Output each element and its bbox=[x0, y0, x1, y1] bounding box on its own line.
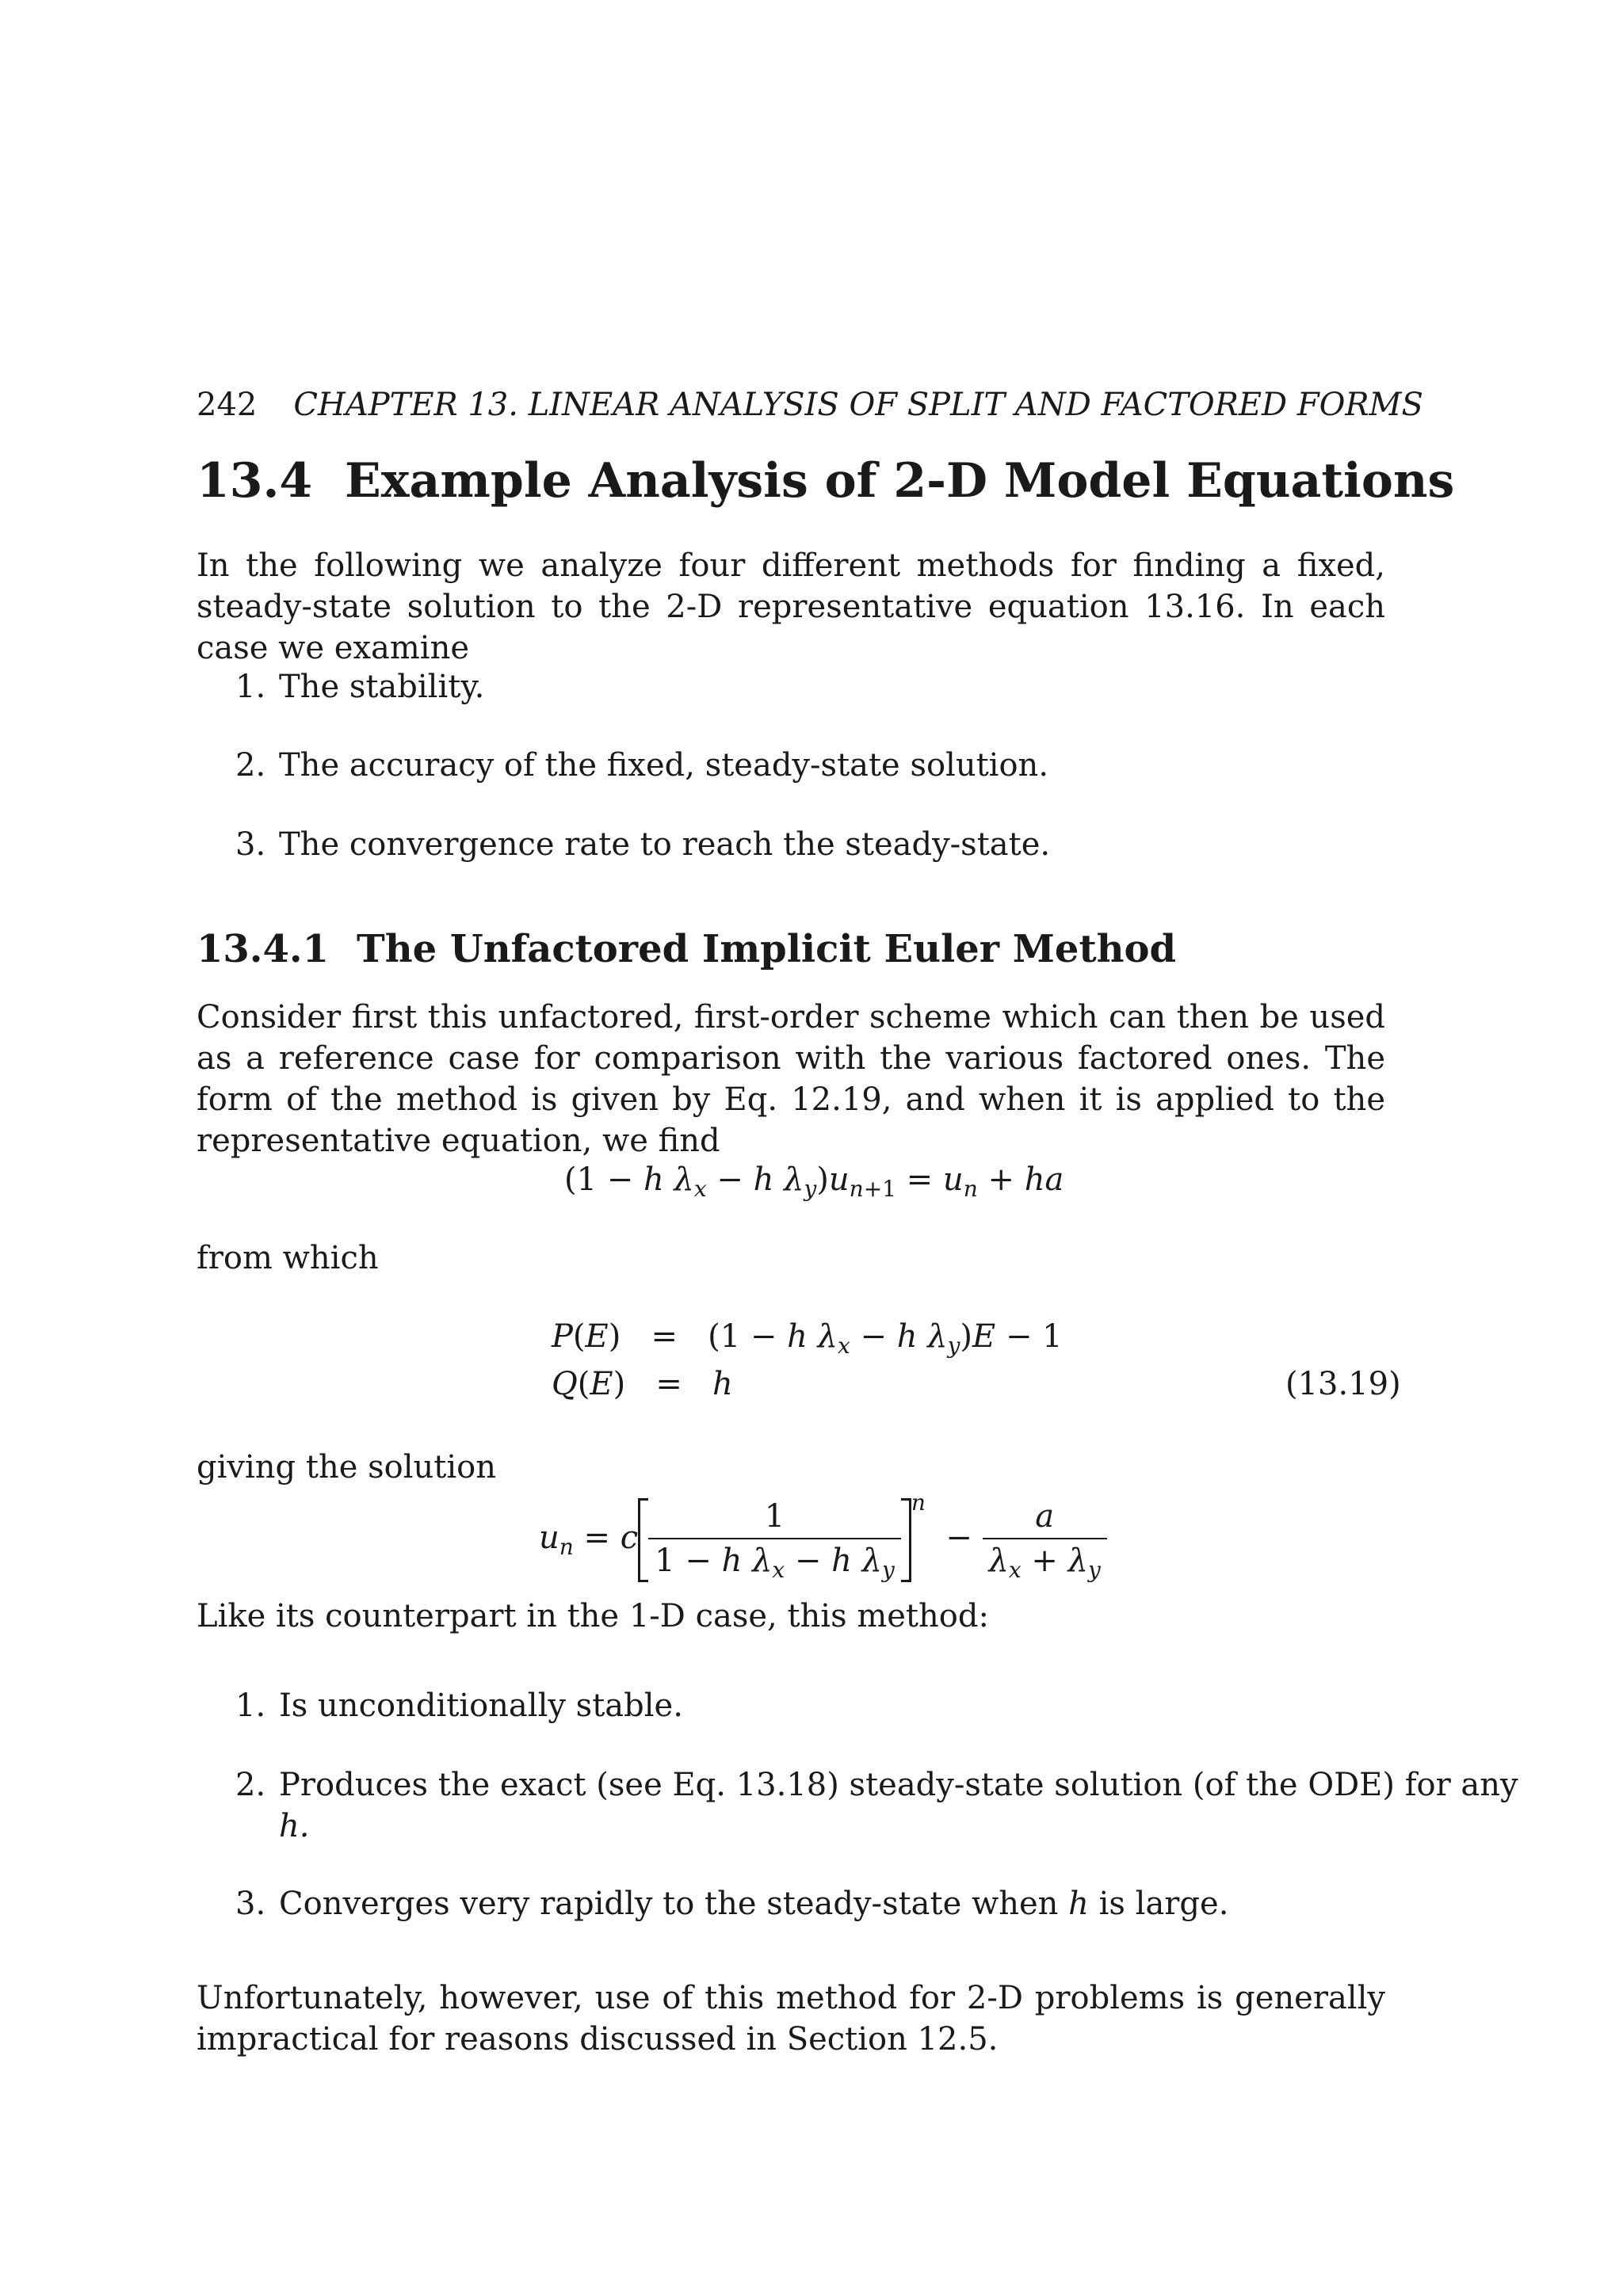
subsection-heading bbox=[197, 927, 1176, 971]
list-item: 3. The convergence rate to reach the steady-state. bbox=[235, 826, 1051, 863]
list-item-continuation: h. bbox=[279, 1808, 310, 1844]
equation-solution: $u_n = c$ $\frac{1}{1 - h \lambda_x - h \lambda_y}$ $^n$ − $\frac{a}{\lambda_x + \lambda_y}$ bbox=[539, 1489, 1107, 1583]
list-item: 1. Is unconditionally stable. bbox=[235, 1688, 683, 1724]
list-item: 2. Produces the exact (see Eq. 13.18) steady-state solution (of the ODE) for any bbox=[235, 1767, 1518, 1803]
list-item: 2. The accuracy of the fixed, steady-state solution. bbox=[235, 747, 1049, 784]
body-paragraph: Consider first this unfactored, first-order scheme which can then be used as a reference case for comparison with the various factored ones. The form of the method is given by Eq. 12.19, and when it is applied to the representative equation, we find bbox=[197, 999, 1385, 1159]
running-header bbox=[197, 387, 1423, 423]
chapter-title: CHAPTER 13. LINEAR ANALYSIS OF SPLIT AND FACTORED FORMS bbox=[293, 387, 1423, 423]
equation-P-of-E: P(E) = (1 − h $\lambda_x - h$ $\lambda_y)E - 1$ bbox=[552, 1318, 1063, 1359]
like-counterpart-text: Like its counterpart in the 1-D case, this method: bbox=[197, 1598, 989, 1634]
list-item: 3. Converges very rapidly to the steady-state when h is large. bbox=[235, 1886, 1229, 1922]
from-which-text: from which bbox=[197, 1240, 379, 1276]
page-number: 242 bbox=[197, 387, 258, 423]
section-number: 13.4 bbox=[197, 453, 313, 509]
list-item: 1. The stability. bbox=[235, 669, 485, 705]
section-title: Example Analysis of 2-D Model Equations bbox=[345, 453, 1455, 509]
giving-solution-text: giving the solution bbox=[197, 1449, 496, 1486]
equation-implicit-euler: (1 − h $\lambda_x - h$ $\lambda_y)u_{n+1} = u_n$ + ha bbox=[564, 1161, 1064, 1202]
closing-paragraph: Unfortunately, however, use of this method for 2-D problems is generally impractical for reasons discussed in Section 12.5. bbox=[197, 1980, 1385, 2058]
subsection-title: The Unfactored Implicit Euler Method bbox=[357, 927, 1177, 971]
equation-Q-of-E: Q(E) = h bbox=[552, 1366, 733, 1402]
equation-number: (13.19) bbox=[1285, 1366, 1401, 1402]
section-heading bbox=[197, 453, 1454, 509]
subsection-number: 13.4.1 bbox=[197, 927, 330, 971]
intro-paragraph: In the following we analyze four different methods for finding a fixed, steady-state solution to the 2-D representative equation 13.16. In each case we examine bbox=[197, 547, 1385, 666]
